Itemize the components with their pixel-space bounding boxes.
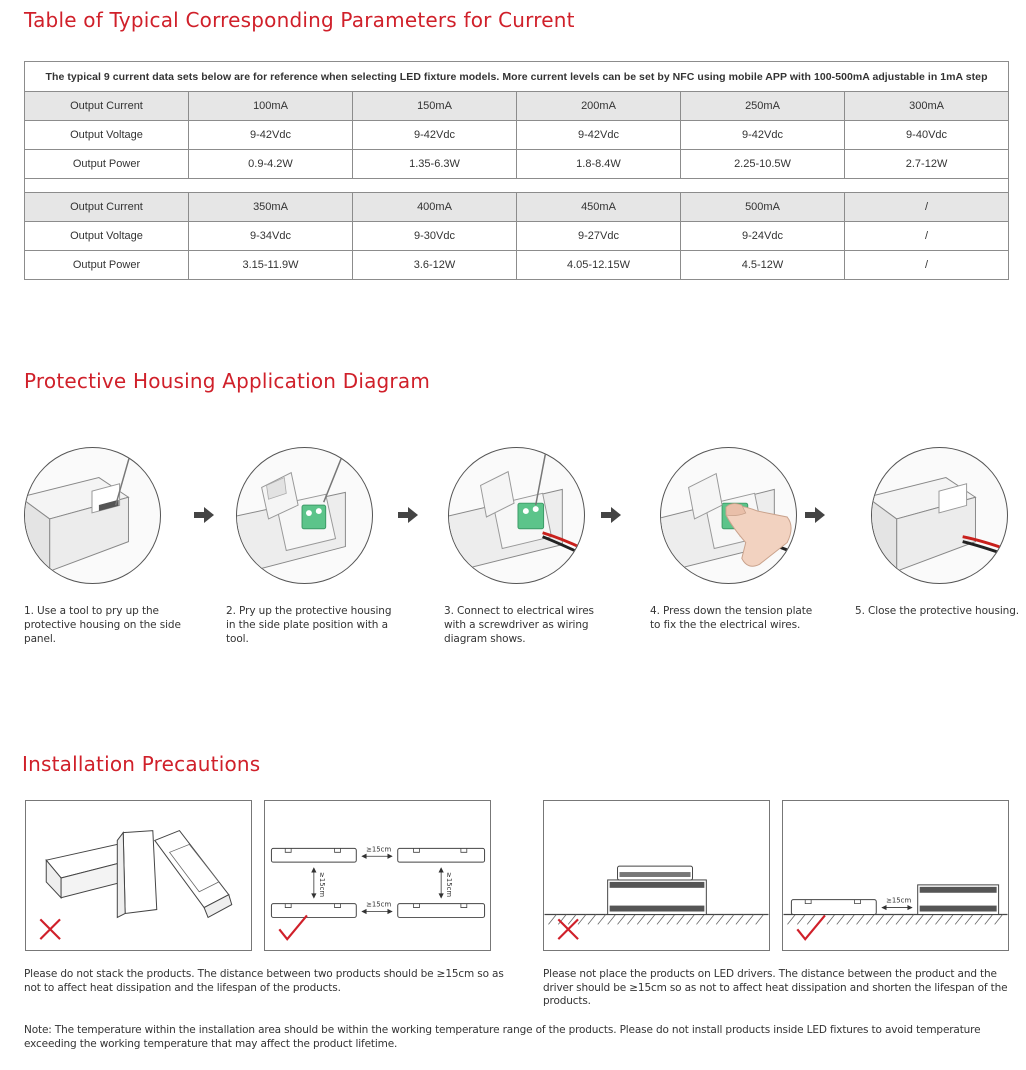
distance-label: ≥15cm [445, 872, 454, 898]
arrow-right-icon [398, 507, 418, 523]
step-5-illustration [871, 447, 1008, 584]
table-cell: / [845, 222, 1009, 251]
table-cell: 4.5-12W [681, 251, 845, 280]
step-2-illustration [236, 447, 373, 584]
table-cell: 9-42Vdc [517, 121, 681, 150]
table-cell: 3.15-11.9W [189, 251, 353, 280]
table-cell: 100mA [189, 92, 353, 121]
row-label-output-voltage: Output Voltage [25, 222, 189, 251]
table-cell: 9-40Vdc [845, 121, 1009, 150]
table-spacer-row [25, 179, 1009, 193]
table-note: The typical 9 current data sets below are for reference when selecting LED fixture models. More current levels can be set by NFC using mobile APP with 100-500mA adjustable in 1mA step [25, 62, 1009, 92]
table-section-title: Table of Typical Corresponding Parameters for Current [24, 8, 575, 32]
table-cell: 9-27Vdc [517, 222, 681, 251]
distance-label: ≥15cm [317, 872, 326, 898]
current-parameter-table [24, 61, 1009, 280]
stacked-products-panel [25, 800, 252, 951]
table-row [25, 251, 1009, 280]
table-row [25, 121, 1009, 150]
step-3-illustration [448, 447, 585, 584]
precautions-section-title: Installation Precautions [22, 752, 261, 776]
table-cell: 250mA [681, 92, 845, 121]
row-label-output-current: Output Current [25, 193, 189, 222]
table-spacer [25, 179, 1009, 193]
table-cell: 3.6-12W [353, 251, 517, 280]
step-2-text: 2. Pry up the protective housing in the side plate position with a tool. [226, 605, 392, 645]
table-cell: 500mA [681, 193, 845, 222]
table-cell: 150mA [353, 92, 517, 121]
arrow-right-icon [194, 507, 214, 523]
table-cell: 450mA [517, 193, 681, 222]
table-row [25, 92, 1009, 121]
step-3-text: 3. Connect to electrical wires with a screwdriver as wiring diagram shows. [444, 605, 594, 645]
row-label-output-power: Output Power [25, 251, 189, 280]
table-cell: 9-30Vdc [353, 222, 517, 251]
arrow-right-icon [601, 507, 621, 523]
step-5-text: 5. Close the protective housing. [855, 605, 1020, 617]
step-4-illustration [660, 447, 797, 584]
distance-label: ≥15cm [366, 900, 392, 909]
diagram-section-title: Protective Housing Application Diagram [24, 369, 430, 393]
table-cell: 1.35-6.3W [353, 150, 517, 179]
table-cell: 300mA [845, 92, 1009, 121]
table-note-row [25, 62, 1009, 92]
table-cell: 2.25-10.5W [681, 150, 845, 179]
table-row [25, 150, 1009, 179]
table-cell: / [845, 251, 1009, 280]
table-cell: 1.8-8.4W [517, 150, 681, 179]
check-icon [279, 915, 307, 939]
arrow-right-icon [805, 507, 825, 523]
stacking-precaution-text: Please do not stack the products. The distance between two products should be ≥15cm so as not to affect heat dissipation and the lifespan of the products. [24, 968, 504, 994]
table-cell: 9-42Vdc [681, 121, 845, 150]
table-cell: 9-42Vdc [353, 121, 517, 150]
driver-precaution-text: Please not place the products on LED drivers. The distance between the product and the driver should be ≥15cm so as not to affect heat dissipation and shorten the lifespan of the products. [543, 968, 1008, 1007]
table-cell: 200mA [517, 92, 681, 121]
row-label-output-power: Output Power [25, 150, 189, 179]
row-label-output-voltage: Output Voltage [25, 121, 189, 150]
spaced-products-panel [264, 800, 491, 951]
on-driver-panel [543, 800, 770, 951]
table-cell: 0.9-4.2W [189, 150, 353, 179]
step-4-text: 4. Press down the tension plate to fix the the electrical wires. [650, 605, 813, 631]
temperature-note: Note: The temperature within the installation area should be within the working temperature range of the products. Please do not install products inside LED fixtures to avoid temperature exceeding the working temperature that may affect the product lifetime. [24, 1024, 981, 1050]
step-1-text: 1. Use a tool to pry up the protective housing on the side panel. [24, 605, 181, 645]
table-cell: 9-24Vdc [681, 222, 845, 251]
table-cell: 400mA [353, 193, 517, 222]
table-row [25, 222, 1009, 251]
step-1-illustration [24, 447, 161, 584]
table-cell: 4.05-12.15W [517, 251, 681, 280]
row-label-output-current: Output Current [25, 92, 189, 121]
table-cell: 2.7-12W [845, 150, 1009, 179]
beside-driver-panel [782, 800, 1009, 951]
distance-label: ≥15cm [366, 845, 392, 854]
distance-label: ≥15cm [886, 896, 912, 905]
table-cell: 9-42Vdc [189, 121, 353, 150]
table-cell: / [845, 193, 1009, 222]
table-row [25, 193, 1009, 222]
table-cell: 9-34Vdc [189, 222, 353, 251]
table-cell: 350mA [189, 193, 353, 222]
